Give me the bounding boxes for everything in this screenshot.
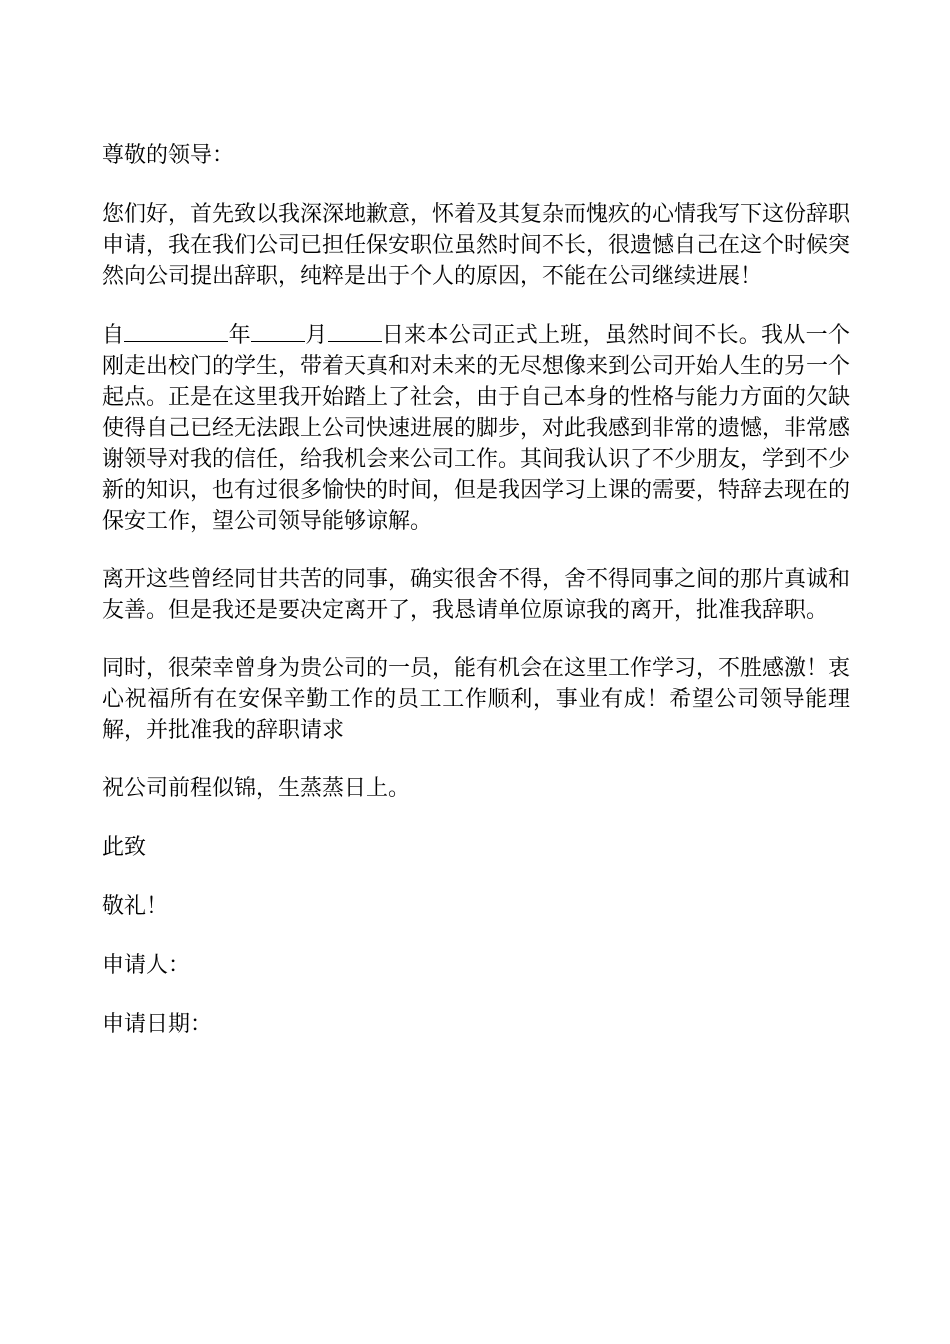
date-label: 申请日期：: [102, 1012, 213, 1037]
date-prefix: 自: [102, 323, 125, 348]
salutation: 尊敬的领导：: [102, 143, 235, 168]
applicant-label: 申请人：: [102, 953, 191, 978]
closing-line-2: 敬礼！: [102, 894, 169, 919]
year-blank: [124, 319, 228, 342]
month-blank: [251, 319, 305, 342]
day-blank: [328, 319, 382, 342]
month-label: 月: [304, 323, 328, 348]
paragraph-apology: 您们好，首先致以我深深地歉意，怀着及其复杂而愧疚的心情我写下这份辞职申请，我在我们公司已担任保安职位虽然时间不长，很遗憾自己在这个时候突然向公司提出辞职，纯粹是出于个人的原因，不能在公司继续进展！: [102, 202, 851, 289]
paragraph-colleagues: 离开这些曾经同甘共苦的同事，确实很舍不得，舍不得同事之间的那片真诚和友善。但是我还是要决定离开了，我恳请单位原谅我的离开，批准我辞职。: [102, 567, 851, 623]
paragraph-gratitude: 同时，很荣幸曾身为贵公司的一员，能有机会在这里工作学习，不胜感激！衷心祝福所有在安保辛勤工作的员工工作顺利，事业有成！希望公司领导能理解，并批准我的辞职请求: [102, 656, 851, 743]
paragraph-work-history: [102, 319, 850, 537]
wish-line: 祝公司前程似锦，生蒸蒸日上。: [102, 776, 411, 801]
year-label: 年: [228, 323, 251, 348]
letter-page: [102, 140, 850, 1068]
closing-line-1: 此致: [102, 835, 147, 860]
paragraph-work-history-body: 日来本公司正式上班，虽然时间不长。我从一个刚走出校门的学生，带着天真和对未来的无尽想像来到公司开始人生的另一个起点。正是在这里我开始踏上了社会，由于自己本身的性格与能力方面的欠缺使得自己已经无法跟上公司快速进展的脚步，对此我感到非常的遗憾，非常感谢领导对我的信任，给我机会来公司工作。其间我认识了不少朋友，学到不少新的知识，也有过很多愉快的时间，但是我因学习上课的需要，特辞去现在的保安工作，望公司领导能够谅解。: [102, 323, 851, 534]
